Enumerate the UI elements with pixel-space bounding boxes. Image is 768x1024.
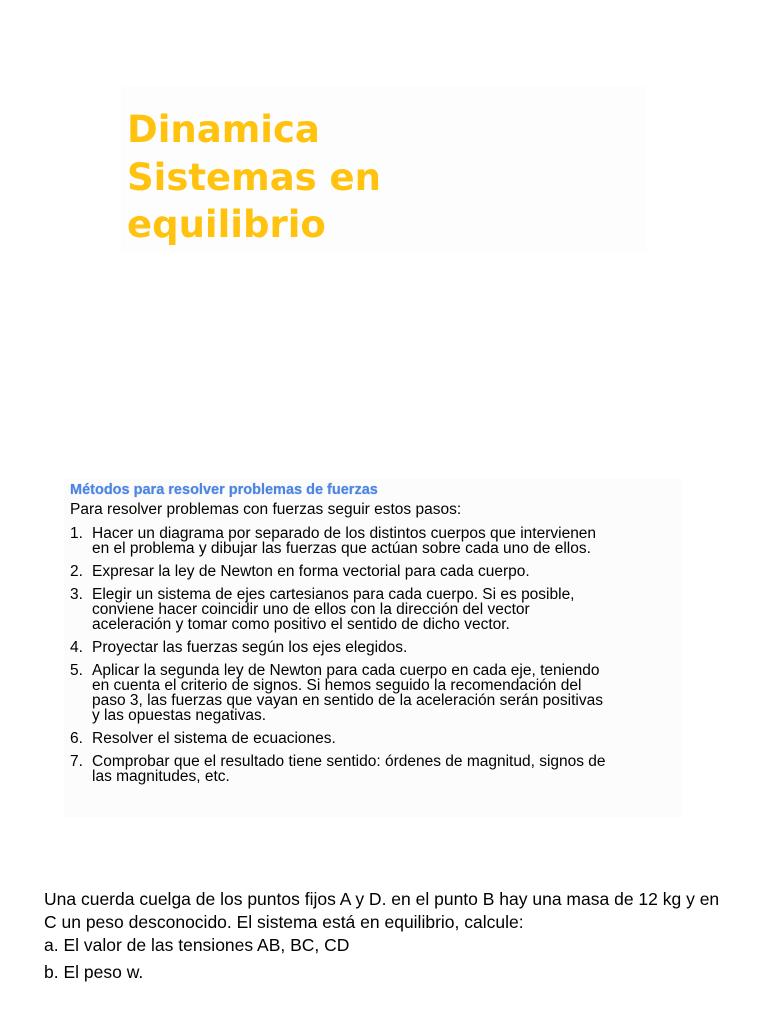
step-text-line: en el problema y dibujar las fuerzas que actúan sobre cada uno de ellos. (92, 540, 591, 557)
step-text-line: Aplicar la segunda ley de Newton para cada cuerpo en cada eje, teniendo (92, 662, 600, 679)
step-number: 7. (70, 753, 83, 770)
step-1 (70, 526, 680, 556)
step-text-line: Expresar la ley de Newton en forma vectorial para cada cuerpo. (92, 563, 530, 580)
step-number: 3. (70, 586, 83, 603)
step-text-line: Hacer un diagrama por separado de los distintos cuerpos que intervienen (92, 525, 597, 542)
title-line-1: Dinamica (127, 108, 320, 151)
step-text-line: paso 3, las fuerzas que vayan en sentido de la aceleración serán positivas (92, 692, 603, 709)
step-text-line: y las opuestas negativas. (92, 707, 267, 724)
step-3 (70, 587, 680, 632)
steps-list (70, 526, 680, 792)
step-number: 4. (70, 639, 83, 656)
step-number: 6. (70, 730, 83, 747)
methods-box (64, 479, 682, 817)
title-line-2: Sistemas en (127, 156, 381, 199)
title-line-3: equilibrio (127, 203, 326, 246)
problem-statement: Una cuerda cuelga de los puntos fijos A y D. en el punto B hay una masa de 12 kg y en C un peso desconocido. El sistema está en equilibrio, calcule: (44, 889, 720, 932)
question-a: a. El valor de las tensiones AB, BC, CD (44, 935, 350, 955)
step-2 (70, 564, 680, 579)
step-number: 1. (70, 525, 83, 542)
step-number: 2. (70, 563, 83, 580)
title-box (121, 86, 646, 251)
step-5 (70, 663, 680, 723)
step-6 (70, 731, 680, 746)
step-text-line: Proyectar las fuerzas según los ejes elegidos. (92, 639, 408, 656)
step-text-line: Comprobar que el resultado tiene sentido: órdenes de magnitud, signos de (92, 753, 606, 770)
question-b: b. El peso w. (44, 962, 144, 982)
step-number: 5. (70, 662, 83, 679)
methods-intro: Para resolver problemas con fuerzas seguir estos pasos: (70, 501, 462, 518)
methods-heading: Métodos para resolver problemas de fuerzas (70, 482, 378, 498)
step-text-line: Elegir un sistema de ejes cartesianos para cada cuerpo. Si es posible, (92, 586, 575, 603)
step-7 (70, 754, 680, 784)
step-text-line: aceleración y tomar como positivo el sentido de dicho vector. (92, 616, 510, 633)
step-text-line: conviene hacer coincidir uno de ellos con la dirección del vector (92, 601, 530, 618)
step-text-line: las magnitudes, etc. (92, 768, 230, 785)
step-text-line: en cuenta el criterio de signos. Si hemos seguido la recomendación del (92, 677, 582, 694)
step-4 (70, 640, 680, 655)
step-text-line: Resolver el sistema de ecuaciones. (92, 730, 336, 747)
